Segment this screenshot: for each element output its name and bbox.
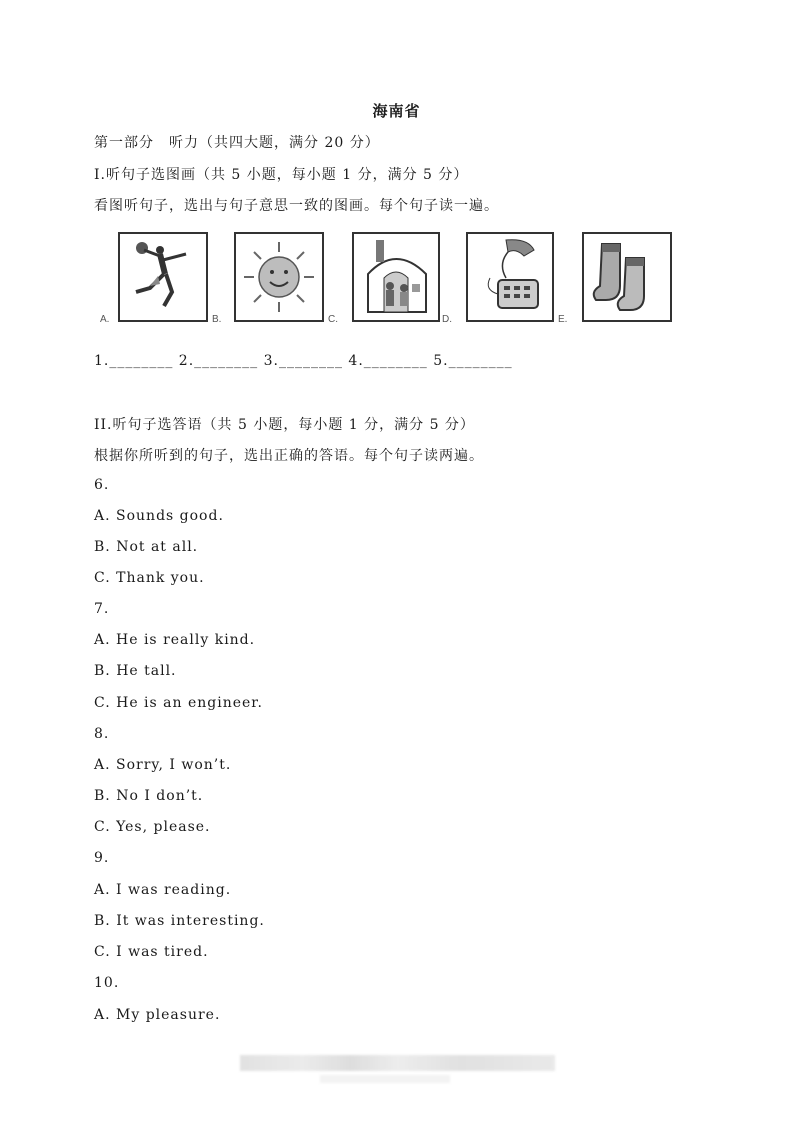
picture-e [582,232,672,322]
house-family-icon [354,234,438,320]
answer-blanks: 1.________ 2.________ 3.________ 4.________ 5.________ [94,353,513,369]
picture-b-label: B. [212,314,222,325]
option: A. My pleasure. [94,1007,221,1023]
option: B. It was interesting. [94,913,265,929]
section1-instruction: 看图听句子，选出与句子意思一致的图画。每个句子读一遍。 [94,198,499,214]
option: C. Thank you. [94,570,205,586]
page-title: 海南省 [372,102,421,120]
option: A. Sounds good. [94,508,224,524]
option: B. No I don’t. [94,788,204,804]
option: A. Sorry, I won’t. [94,757,232,773]
option: B. He tall. [94,663,177,679]
option: A. He is really kind. [94,632,256,648]
section2-instruction: 根据你所听到的句子，选出正确的答语。每个句子读两遍。 [94,448,484,464]
blurred-footer [240,1055,555,1071]
telephone-icon [468,234,552,320]
socks-icon [584,234,670,320]
picture-d [466,232,554,322]
option: C. I was tired. [94,944,209,960]
option: B. Not at all. [94,539,199,555]
picture-c [352,232,440,322]
picture-a-label: A. [100,314,110,325]
option: A. I was reading. [94,882,232,898]
picture-b [234,232,324,322]
section2-heading: II.听句子选答语（共 5 小题，每小题 1 分，满分 5 分） [94,417,475,433]
sun-icon [236,234,322,320]
basketball-player-icon [120,234,206,320]
question-number: 7. [94,601,110,617]
question-number: 8. [94,726,110,742]
question-number: 10. [94,975,120,991]
picture-d-label: D. [442,314,452,325]
picture-a [118,232,208,322]
option: C. He is an engineer. [94,695,263,711]
picture-c-label: C. [328,314,338,325]
picture-e-label: E. [558,314,568,325]
picture-row [100,232,680,332]
option: C. Yes, please. [94,819,211,835]
blurred-footer-sub [320,1075,450,1083]
question-number: 6. [94,477,110,493]
question-number: 9. [94,850,110,866]
section1-heading: I.听句子选图画（共 5 小题，每小题 1 分，满分 5 分） [94,167,469,183]
part-heading: 第一部分 听力（共四大题，满分 20 分） [94,135,380,151]
